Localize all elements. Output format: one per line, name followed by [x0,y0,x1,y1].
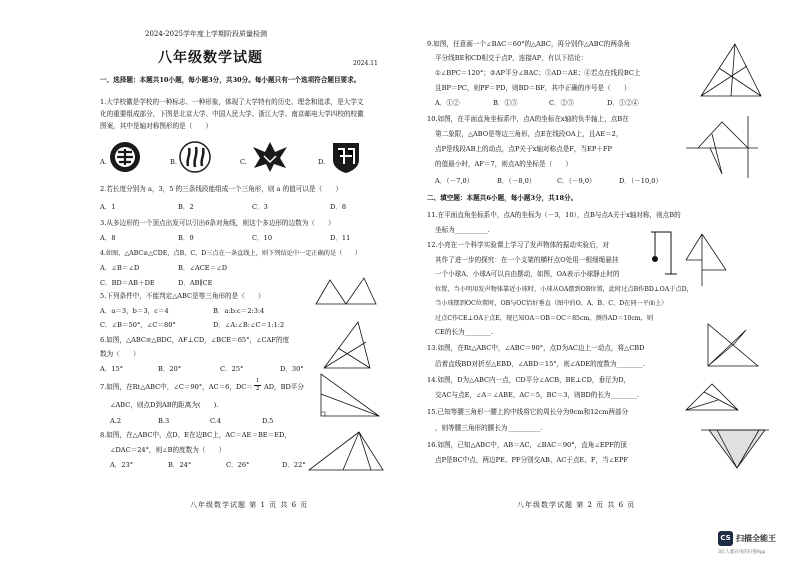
zhejiang-university-emblem [250,138,290,174]
q16-line1: 16.如图，已知△ABC中，AB＝AC，∠BAC＝90°，直角∠EPF的顶 [427,441,627,449]
q10-option-d[interactable]: D．（－10,0） [619,177,663,185]
q12-line2: 其作了进一步的探究：在一个支架的横杆点O处用一根细绳悬挂 [435,256,619,264]
q1-option-d[interactable]: D. [318,158,326,166]
q10-line1: 10.如图，在平面直角坐标系中，点A的坐标在x轴的负半轴上，点B在 [427,115,629,123]
q7-line2: ∠ABC，则点D到AB的距离为( ). [110,401,219,409]
q13-line1: 13.如图，在Rt△ABC中，∠ABC＝90°，点D为AC边上一动点，将△CBD [427,344,645,352]
q3-option-d[interactable]: D．11 [330,234,351,242]
q4-figure [310,272,382,310]
q14-line1: 14.如图，D为△ABC内一点，CD平分∠ACB，BE⊥CD，垂足为D， [427,376,631,384]
q5-option-c[interactable]: C．∠B＝50°，∠C＝80° [100,321,176,329]
scanner-app-name: 扫描全能王 [736,534,776,543]
q10-line3: 点P是线段AB上的动点，点P关于x轴对称点是F，当EP＋FP [435,145,612,153]
q9-option-c[interactable]: C．②③ [549,99,574,107]
q10-option-a[interactable]: A．（－7,0） [435,177,474,185]
section-choice-heading: 一、选择题：本题共10小题，每小题3分，共30分。每小题只有一个选项符合题目要求。 [100,76,361,84]
q10-figure [682,112,762,182]
q3-stem: 3.从多边形的一个顶点出发可以引出6条对角线，则这个多边形的边数为（ ） [100,219,335,227]
q9-line4: 且BP＝PC，则PF＝PD，则BD＝BF，其中正确的序号是（ ） [435,84,631,92]
q12-line1: 12.小亮在一个科学实验课上学习了发声物体的振动实验后，对 [427,241,609,249]
q8-option-b[interactable]: B．24° [168,461,192,469]
q6-option-a[interactable]: A．15° [100,365,124,373]
q11-line2[interactable]: 坐标为__________. [435,226,490,234]
page-right [397,0,794,561]
q1-line1: 1.大学校徽是学校的一种标志、一种形象，体现了大学特有的历史、理念和追求，是大学文 [100,98,364,106]
q12-line3: 一个小球A，小球A可以自由摆动，如图，OA表示小球静止时的 [435,270,620,278]
q3-option-c[interactable]: C．10 [252,234,273,242]
q4-stem: 4.如图，△ABC≌△CDE，点B、C、D三点在一条直线上，则下列结论中一定正确的是（ ） [100,250,361,257]
q9-option-d[interactable]: D．①②④ [607,99,639,107]
q10-option-b[interactable]: B．（－8,0） [497,177,536,185]
q8-option-c[interactable]: C．26° [226,461,250,469]
q6-option-b[interactable]: B．20° [158,365,182,373]
q7-frac-num: 1 [256,378,260,384]
nanjing-posts-emblem [330,140,362,174]
q3-option-a[interactable]: A．8 [100,234,116,242]
exam-header: 2024-2025学年度上学期阶段质量检测 [145,30,267,38]
q9-option-b[interactable]: B．①③ [493,99,518,107]
renmin-university-emblem [178,140,212,174]
q4-option-a[interactable]: A．∠B＝∠D [100,264,140,272]
q12-line5: 当小球摆到OC位置时，OB与OC恰好垂直（图中的O、A、B、C、D在同一平面上） [435,300,668,307]
q8-figure [305,428,387,474]
q6-line2: 数为（ ） [100,350,140,358]
camscanner-logo-icon: CS [718,531,733,546]
q7-line1-end: AD，BD平分 [264,383,304,391]
q1-option-b[interactable]: B. [170,158,177,166]
q8-option-a[interactable]: A．23° [110,461,134,469]
q10-line4: 的值最小时，AF＝7，则点A的坐标是（ ） [435,160,572,168]
q6-option-c[interactable]: C．25° [220,365,244,373]
q12-line7[interactable]: CE的长为________. [435,328,494,336]
q2-option-c[interactable]: C．3 [252,203,268,211]
q16-figure [697,424,773,474]
q6-line1: 6.如图，△ABC≌△BDC，AF⊥CD，∠BCE＝65°，∠CAF的度 [100,336,290,344]
q1-line3: 图案，其中是轴对称图形的是（ ） [100,122,213,130]
q1-option-a[interactable]: A. [100,158,107,166]
scanner-tagline: 3亿人都在用的扫描App [718,550,766,555]
q7-option-d[interactable]: D.5 [262,417,274,425]
q15-line1: 15.已知等腰三角形一腰上的中线将它的周长分为9cm和12cm两部分 [427,408,629,416]
q14-line2[interactable]: 交AC与点E，∠A＝∠ABE，AC＝5，BC＝3，则BD的长为________. [435,391,639,399]
q9-option-a[interactable]: A．①② [435,99,460,107]
q14-figure [682,380,742,414]
scanner-watermark [718,531,786,557]
q6-figure [318,318,378,376]
q12-line6: 过点C作CE⊥OA于点E，现已知OA＝OB＝OC＝85cm，测得AD＝10cm，则 [435,315,654,322]
section-fill-heading: 二、填空题：本题共6小题，每小题3分，共18分。 [427,194,578,202]
q13-line2[interactable]: 沿着直线BD对折至△EBD，∠ABD＝15°，则∠ADE的度数为________. [435,360,646,368]
q2-option-b[interactable]: B．2 [178,203,194,211]
q7-line1: 7.如图，在Rt△ABC中，∠C＝90°，AC＝6，DC＝ [100,383,253,391]
q5-option-b[interactable]: B．a:b:c＝2:3:4 [213,307,265,315]
peking-university-emblem [108,140,142,174]
q7-figure [315,370,383,420]
q5-option-a[interactable]: A．a＝3，b＝3，c＝4 [100,307,169,315]
q11-line1: 11.在平面直角坐标系中，点A的坐标为（－3，10），点B与点A关于x轴对称，则点B的 [427,211,681,219]
q12-geometry-figure [682,230,742,290]
q16-line2: 点P是BC中点，两边PE、PF分别交AB、AC于点E、F，当∠EPF [435,456,628,464]
q5-stem: 5.下列条件中，不能判定△ABC是等三角形的是（ ） [100,292,265,300]
q12-apparatus-figure [647,228,677,278]
exam-date: 2024.11 [353,60,378,67]
q12-line4: 位置，当小明用发声物体靠近小球时，小球从OA摆到OB位置，此时过点B作BD⊥OA于点D， [435,286,693,293]
q8-option-d[interactable]: D．22° [282,461,306,469]
q4-option-b[interactable]: B．∠ACE＝∠D [178,264,227,272]
q2-option-d[interactable]: D．8 [330,203,347,211]
page-1-footer: 八年级数学试题 第 1 页 共 6 页 [190,501,309,509]
q10-line2: 第二象限，△ABO是等边三角形，点E在线段OA上，且AE＝2， [435,130,623,138]
q7-frac-den: 2 [256,386,260,392]
q10-option-c[interactable]: C．（－9,0） [557,177,596,185]
q2-stem: 2.若长度分别为 a，3，5 的三条线段能组成一个三角形，则 a 的值可以是（ ） [100,185,342,193]
q5-option-d[interactable]: D．∠A:∠B:∠C＝1:1:2 [213,321,285,329]
q6-option-d[interactable]: D．30° [280,365,304,373]
q8-line2: ∠DAC＝24°，则∠B的度数为（ ） [110,446,226,454]
q7-option-c[interactable]: C.4 [210,417,222,425]
q1-line2: 化的重要组成部分，下图是北京大学、中国人民大学、浙江大学、南京邮电大学四校的校徽 [100,110,364,118]
q7-option-b[interactable]: B.3 [158,417,170,425]
q9-line2: 平分线BE和CD相交于点P，连接AP，有以下结论： [435,54,588,62]
page-2-footer: 八年级数学试题 第 2 页 共 6 页 [517,501,636,509]
q2-option-a[interactable]: A．1 [100,203,116,211]
q4-option-c[interactable]: C．BD＝AB＋DE [100,279,155,287]
q15-line2[interactable]: ，则等腰三角形的腰长为__________. [435,424,543,432]
q3-option-b[interactable]: B．9 [178,234,194,242]
q7-option-a[interactable]: A.2 [110,417,122,425]
q1-option-c[interactable]: C. [240,158,247,166]
q4-option-d[interactable]: D．AB∥CE [178,279,213,287]
q9-figure [697,40,767,102]
q9-line3: ①∠BPC＝120°；②AP平分∠BAC；③AD＝AE；④若点在线段BC上 [435,69,641,77]
q8-line1: 8.如图，在△ABC中，点D、E在边BC上，AC＝AE＝BE＝ED， [100,431,291,439]
page-title: 八年级数学试题 [158,50,263,66]
q9-line1: 9.如图，任意画一个∠BAC＝60°的△ABC，再分别作△ABC的两条角 [427,40,631,48]
q13-figure [702,320,764,372]
